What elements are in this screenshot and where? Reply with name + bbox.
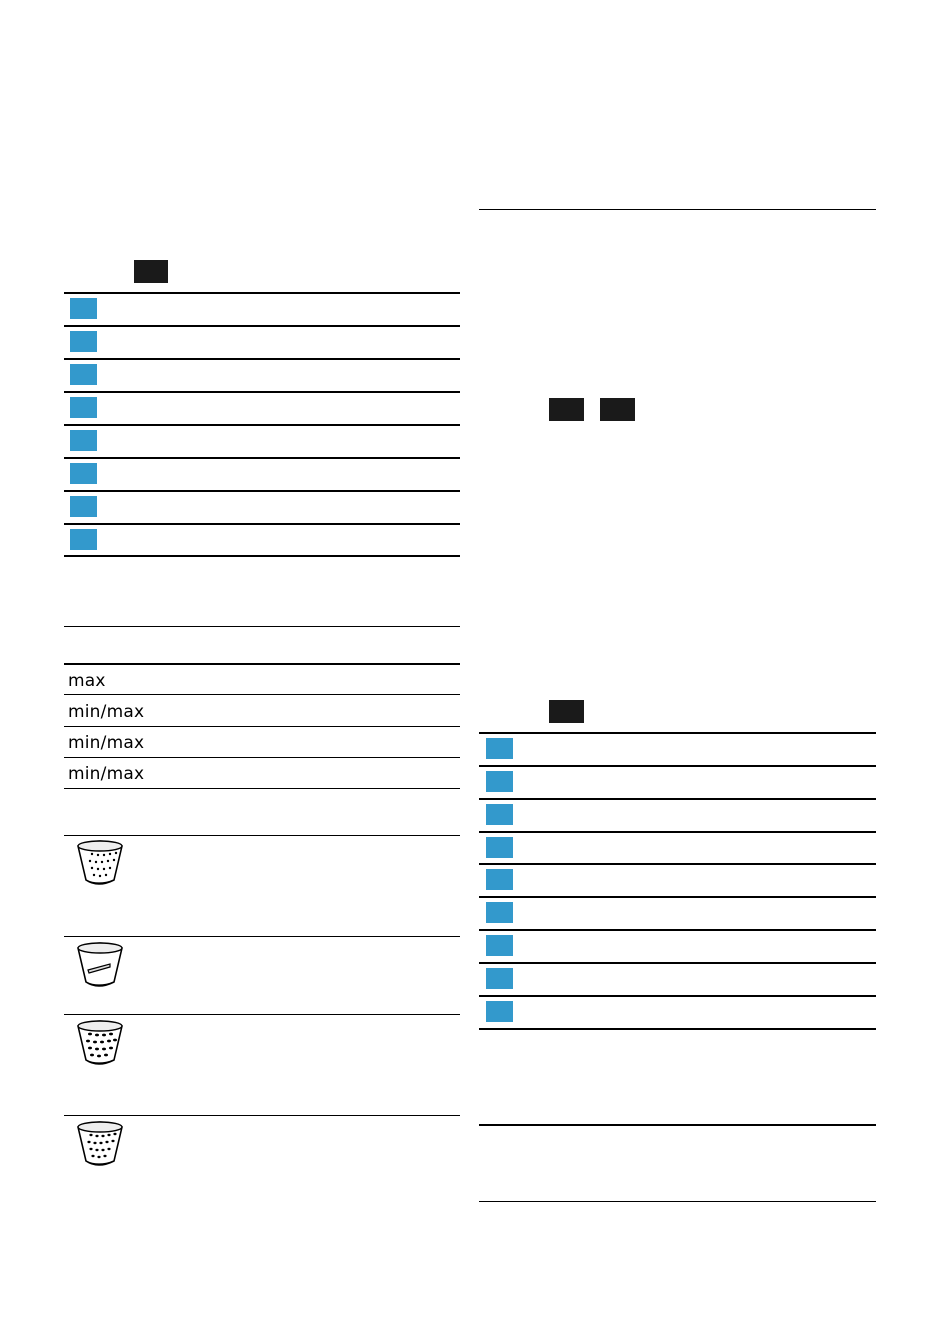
table-rule — [64, 457, 460, 459]
part-marker — [70, 496, 97, 517]
table-rule — [479, 863, 876, 865]
table-rule — [64, 626, 460, 627]
section-rule — [479, 1124, 876, 1126]
part-marker — [486, 968, 513, 989]
table-rule — [479, 1028, 876, 1030]
speed-cell: max — [68, 671, 106, 691]
table-rule — [64, 358, 460, 360]
label-box — [600, 398, 635, 421]
speed-cell: min/max — [68, 733, 145, 753]
speed-cell: min/max — [68, 764, 145, 784]
table-rule — [479, 798, 876, 800]
fine-grating-drum-icon — [70, 838, 130, 888]
table-rule — [64, 726, 460, 727]
part-marker — [70, 364, 97, 385]
section-rule — [479, 209, 876, 210]
table-rule — [64, 490, 460, 492]
part-marker — [486, 869, 513, 890]
table-rule — [64, 391, 460, 393]
table-rule — [64, 1014, 460, 1015]
part-marker — [70, 298, 97, 319]
section-rule — [479, 1201, 876, 1202]
table-rule — [479, 831, 876, 833]
table-rule — [64, 1115, 460, 1116]
part-marker — [70, 331, 97, 352]
table-rule — [479, 896, 876, 898]
table-rule — [64, 292, 460, 294]
slicing-drum-icon — [70, 940, 130, 990]
part-marker — [486, 935, 513, 956]
table-rule — [64, 663, 460, 665]
table-rule — [64, 694, 460, 695]
table-rule — [64, 835, 460, 836]
part-marker — [486, 837, 513, 858]
label-box — [549, 700, 584, 723]
part-marker — [486, 902, 513, 923]
table-rule — [64, 936, 460, 937]
table-rule — [479, 995, 876, 997]
label-box — [549, 398, 584, 421]
table-rule — [64, 424, 460, 426]
label-box — [134, 260, 168, 283]
part-marker — [486, 1001, 513, 1022]
table-rule — [64, 757, 460, 758]
table-rule — [64, 523, 460, 525]
table-rule — [479, 929, 876, 931]
table-rule — [479, 765, 876, 767]
part-marker — [486, 738, 513, 759]
part-marker — [70, 463, 97, 484]
table-rule — [479, 732, 876, 734]
part-marker — [486, 804, 513, 825]
part-marker — [70, 430, 97, 451]
coarse-grating-drum-icon — [70, 1018, 130, 1068]
table-rule — [64, 788, 460, 789]
part-marker — [70, 529, 97, 550]
table-rule — [64, 325, 460, 327]
part-marker — [486, 771, 513, 792]
table-rule — [479, 962, 876, 964]
medium-grating-drum-icon — [70, 1119, 130, 1169]
table-rule — [64, 555, 460, 557]
speed-cell: min/max — [68, 702, 145, 722]
part-marker — [70, 397, 97, 418]
